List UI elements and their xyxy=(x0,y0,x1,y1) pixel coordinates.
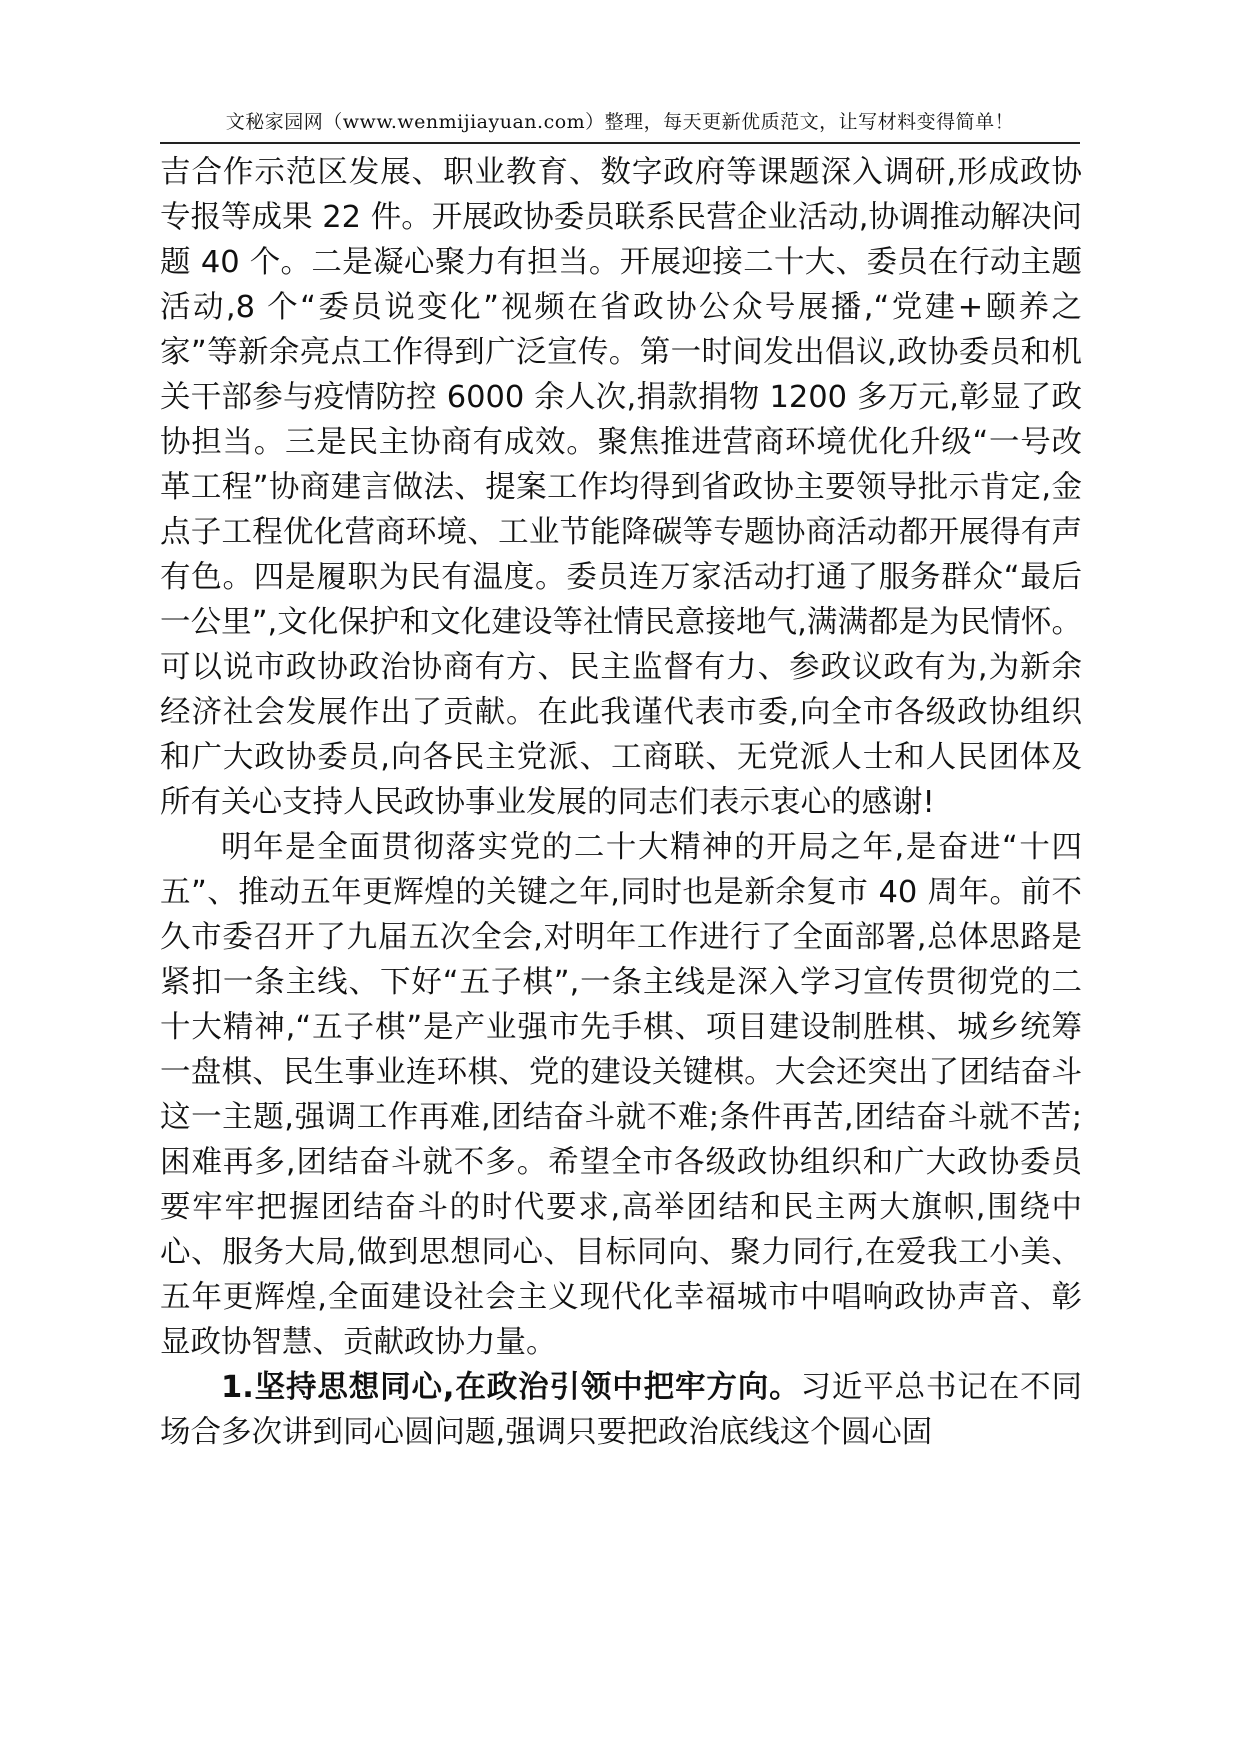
header-divider xyxy=(160,142,1080,144)
paragraph-next-year: 明年是全面贯彻落实党的二十大精神的开局之年,是奋进“十四五”、推动五年更辉煌的关键之年,同时也是新余复市 40 周年。前不久市委召开了九届五次全会,对明年工作进行了全面部署,总体思路是紧扣一条主线、下好“五子棋”,一条主线是深入学习宣传贯彻党的二十大精神,“五子棋”是产业强市先手棋、项目建设制胜棋、城乡统筹一盘棋、民生事业连环棋、党的建设关键棋。大会还突出了团结奋斗这一主题,强调工作再难,团结奋斗就不难;条件再苦,团结奋斗就不苦;困难再多,团结奋斗就不多。希望全市各级政协组织和广大政协委员要牢牢把握团结奋斗的时代要求,高举团结和民主两大旗帜,围绕中心、服务大局,做到思想同心、目标同向、聚力同行,在爱我工小美、五年更辉煌,全面建设社会主义现代化幸福城市中唱响政协声音、彰显政协智慧、贡献政协力量。 xyxy=(160,830,1082,1360)
page-header: 文秘家园网（www.wenmijiayuan.com）整理，每天更新优质范文，让写材料变得简单！ xyxy=(225,111,1015,133)
paragraph-continued: 吉合作示范区发展、职业教育、数字政府等课题深入调研,形成政协专报等成果 22 件。开展政协委员联系民营企业活动,协调推动解决问题 40 个。二是凝心聚力有担当。开展迎接二十大、委员在行动主题活动,8 个“委员说变化”视频在省政协公众号展播,“党建+颐养之家”等新余亮点工作得到广泛宣传。第一时间发出倡议,政协委员和机关干部参与疫情防控 6000 余人次,捐款捐物 1200 多万元,彰显了政协担当。三是民主协商有成效。聚焦推进营商环境优化升级“一号改革工程”协商建言做法、提案工作均得到省政协主要领导批示肯定,金点子工程优化营商环境、工业节能降碳等专题协商活动都开展得有声有色。四是履职为民有温度。委员连万家活动打通了服务群众“最后一公里”,文化保护和文化建设等社情民意接地气,满满都是为民情怀。可以说市政协政治协商有方、民主监督有力、参政议政有为,为新余经济社会发展作出了贡献。在此我谨代表市委,向全市各级政协组织和广大政协委员,向各民主党派、工商联、无党派人士和人民团体及所有关心支持人民政协事业发展的同志们表示衷心的感谢! xyxy=(160,155,1082,820)
point-1-heading: 1.坚持思想同心,在政治引领中把牢方向。 xyxy=(221,1370,801,1405)
point-1-text: 习近平总书记在不同场合多次讲到同心圆问题,强调只要把政治底线这个圆心固 xyxy=(160,1370,1082,1450)
paragraph-point-1 xyxy=(160,1365,1082,1455)
document-body xyxy=(160,150,1082,1455)
